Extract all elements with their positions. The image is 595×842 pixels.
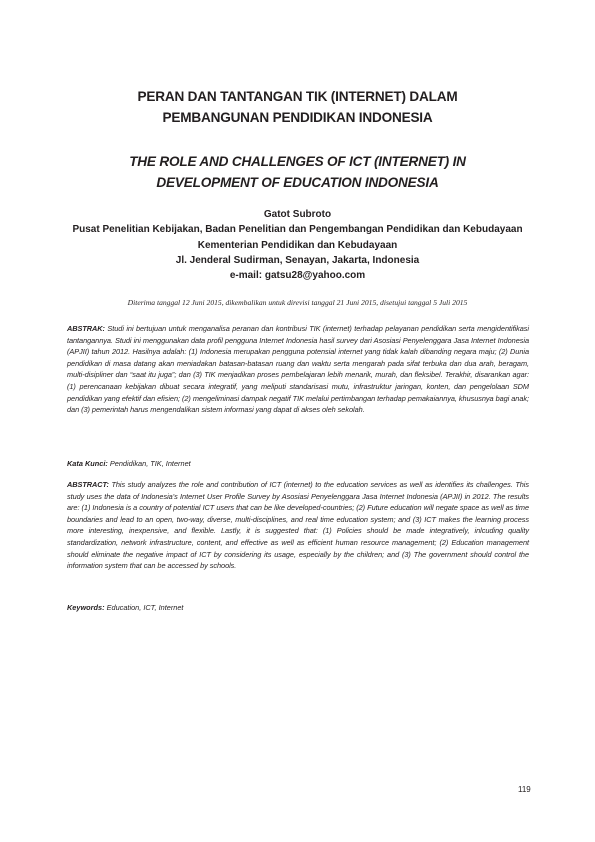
keywords-english: [67, 602, 529, 613]
keywords-english-text: Education, ICT, Internet: [106, 603, 184, 612]
abstract-english: [67, 479, 529, 572]
keywords-english-label: Keywords:: [67, 603, 105, 612]
abstract-english-text: This study analyzes the role and contribution of ICT (internet) to the education services as well as identifies its challenges. This study uses the data of Indonesia’s Internet User Profile Survey by Asosiasi Penyelenggara Jasa Internet Indonesia (APJII) in 2012. The results are: (1) Indonesia is a country of potential ICT users that can be like developed-countries; (2) Future education will negate space as well as time boundaries and lead to an open, two-way, diverse, multi-disciplines, and real time education system; and (3) ICT makes the learning process more interesting, inexpensive, and flexible. Lastly, it is suggested that: (1) Policies should be made integratively, inlcuding quality standardization, network infrastructure, content, and effective as well as efficient human resource management; (2) Education management should eliminate the negative impact of ICT by considering its usage, especially by the children; and (3) The government should control the information system that can be accessed by schools.: [67, 480, 529, 571]
title-english-line-1: THE ROLE AND CHALLENGES OF ICT (INTERNET) IN: [129, 154, 466, 169]
abstract-indonesian-text: Studi ini bertujuan untuk menganalisa peranan dan kontribusi TIK (internet) terhadap pelayanan pendidikan serta mengidentifikasi tantangannya. Studi ini menggunakan data profil pengguna Internet Indonesia hasil survey dari Asosiasi Penyelenggara Jasa Internet Indonesia (APJII) tahun 2012. Hasilnya adalah: (1) Indonesia merupakan pengguna potensial internet yang tidak kalah dibanding negara maju; (2) Dunia pendidikan di masa datang akan meniadakan batasan-batasan ruang dan waktu serta mengarah pada sifat terbuka dan dua arah, beragam, multi-disipliner dan “saat itu juga”; dan (3) TIK menjadikan proses pembelajaran lebih menarik, murah, dan fleksibel. Terakhir, disarankan agar: (1) perencanaan kebijakan dibuat secara integratif, yang meliputi standarisasi mutu, infrastruktur jaringan, konten, dan pengelolaan SDM pendidikan yang efektif dan efisien; (2) mengeliminasi dampak negatif TIK melalui pertimbangan terhadap pemakaiannya, khususnya bagi anak; dan (3) pemerintah harus mengendalikan sistem informasi yang dapat di akses oleh sekolah.: [67, 324, 529, 415]
author-name: Gatot Subroto: [263, 209, 332, 220]
author-affiliation-line-2: Kementerian Pendidikan dan Kebudayaan: [197, 239, 398, 251]
title-english: [0, 151, 595, 193]
keywords-indonesian-text: Pendidikan, TIK, Internet: [109, 459, 191, 468]
author-block: [0, 207, 595, 283]
title-english-line-2: DEVELOPMENT OF EDUCATION INDONESIA: [156, 175, 439, 190]
title-indonesian-line-2: PEMBANGUNAN PENDIDIKAN INDONESIA: [162, 110, 433, 125]
abstract-indonesian: [67, 323, 529, 416]
author-affiliation-line-1: Pusat Penelitian Kebijakan, Badan Penelitian dan Pengembangan Pendidikan dan Kebudayaan: [72, 224, 523, 236]
keywords-indonesian: [67, 458, 529, 469]
author-email: e-mail: gatsu28@yahoo.com: [229, 270, 366, 282]
keywords-indonesian-label: Kata Kunci:: [67, 459, 108, 468]
page-number: 119: [518, 785, 531, 794]
title-indonesian-line-1: PERAN DAN TANTANGAN TIK (INTERNET) DALAM: [137, 89, 458, 104]
abstract-indonesian-label: ABSTRAK:: [67, 324, 105, 333]
abstract-english-label: ABSTRACT:: [67, 480, 109, 489]
received-dates-note: Diterima tanggal 12 Juni 2015, dikembalikan untuk direvisi tanggal 21 Juni 2015, disetujui tanggal 5 Juli 2015: [127, 298, 468, 307]
author-address: Jl. Jenderal Sudirman, Senayan, Jakarta, Indonesia: [175, 254, 420, 266]
title-indonesian: [0, 86, 595, 128]
